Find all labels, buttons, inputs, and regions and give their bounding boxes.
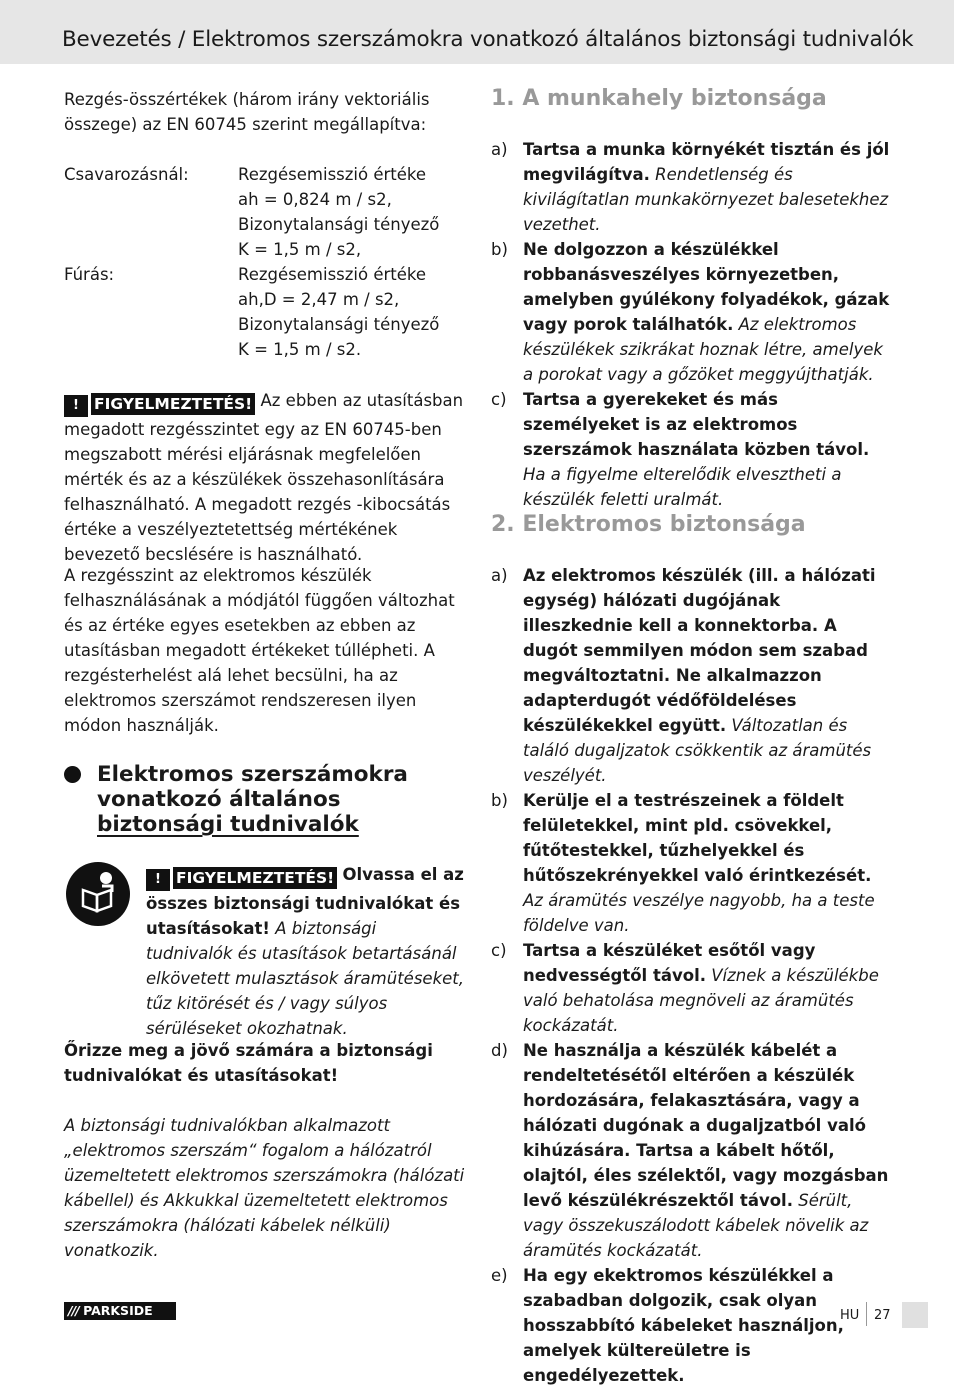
- item-key: c): [491, 941, 507, 960]
- list-item: [491, 387, 891, 512]
- item-bold: Tartsa a gyerekeket és más személyeket is az elektromos szerszámok használata közben távol.: [523, 390, 870, 459]
- item-key: c): [491, 390, 507, 409]
- item-italic: Az áramütés veszélye nagyobb, ha a teste földelve van.: [523, 891, 875, 935]
- vibration-values: [238, 262, 439, 362]
- value-line: ah = 0,824 m / s2,: [238, 190, 392, 209]
- vibration-warning: [64, 388, 466, 567]
- footer-divider: [866, 1302, 867, 1326]
- vibration-label: Csavarozásnál:: [64, 165, 189, 184]
- value-line: K = 1,5 m / s2,: [238, 240, 362, 259]
- item-bold: Kerülje el a testrészeinek a földelt felületekkel, mint pld. csövekkel, fűtőtestekkel, tűzhelyekkel és hűtőszekrényekkel való érintkezését.: [523, 791, 872, 885]
- warning-triangle-icon: !: [146, 869, 170, 891]
- list-item: [491, 1038, 891, 1263]
- safety-warning-head: [64, 862, 466, 1041]
- value-line: K = 1,5 m / s2.: [238, 340, 362, 359]
- section2-title: 2. Elektromos biztonsága: [491, 512, 806, 537]
- item-bold: Tartsa a készüléket esőtől vagy nedvességtől távol.: [523, 941, 816, 985]
- warning-label: FIGYELMEZTETÉS!: [173, 867, 337, 889]
- value-line: ah,D = 2,47 m / s2,: [238, 290, 400, 309]
- list-item: [491, 563, 891, 788]
- vibration-row: [64, 162, 464, 262]
- item-key: d): [491, 1041, 508, 1060]
- safety-warning-bold: Olvassa el az összes biztonsági tudnivalókat és utasításokat!: [146, 865, 464, 938]
- item-bold: Tartsa a munka környékét tisztán és jól megvilágítva.: [523, 140, 890, 184]
- page-title: Bevezetés / Elektromos szerszámokra vonatkozó általános biztonsági tudnivalók: [62, 27, 914, 52]
- safety-warning-italic: A biztonsági tudnivalók és utasítások betartásánál elkövetett mulasztások áramütéseket, tűz kitörését és / vagy súlyos sérüléseket okozhatnak.: [146, 919, 464, 1038]
- vibration-paragraph: A rezgésszint az elektromos készülék felhasználásának a módjától függően változhat és az értéke egyes esetekben az ebben az utasításban megadott értékeket túllépheti. A rezgésterhelést alá lehet becsülni, ha az elektromos szerszámot rendszeresen ilyen módon használják.: [64, 566, 455, 735]
- safety-warning: [64, 862, 466, 1041]
- list-item: [491, 237, 891, 387]
- logo-slashes: ///: [68, 1303, 79, 1318]
- value-line: Rezgésemisszió értéke: [238, 265, 427, 284]
- item-bold: Ne használja a készülék kábelét a rendeltetésétől eltérően a készülék hordozására, felakasztására, vagy a hálózati dugónak a dugaljzatból való kihúzására. Tartsa a kábelt hőtől, olajtól, éles szélektől, vagy mozgásban levő készülékrészektől távol.: [523, 1041, 889, 1210]
- value-line: Bizonytalansági tényező: [238, 215, 440, 234]
- list-item: [491, 137, 891, 237]
- warning-text: Az ebben az utasításban megadott rezgésszintet egy az EN 60745-ben megszabott mérési eljárásnak megfelelően mérték és az a készülékek összehasonlítására felhasználható. A megadott rezgés -kibocsátás értéke a veszélyeztetettség mértékének bevezető becslésére is használható.: [64, 391, 464, 564]
- section1-title: 1. A munkahely biztonsága: [491, 86, 827, 111]
- item-italic: Víznek a készülékbe való behatolása megnöveli az áramütés kockázatát.: [523, 966, 879, 1035]
- parkside-logo: [64, 1302, 176, 1320]
- logo-text: PARKSIDE: [83, 1303, 153, 1318]
- heading-line: vonatkozó általános: [97, 787, 341, 812]
- warning-triangle-icon: !: [64, 395, 88, 417]
- vibration-table: [64, 162, 464, 362]
- item-italic: Sérült, vagy összekuszálodott kábelek növelik az áramütés kockázatát.: [523, 1191, 869, 1260]
- vibration-label: Fúrás:: [64, 265, 115, 284]
- page-header: [0, 0, 954, 64]
- page-number: 27: [874, 1308, 891, 1323]
- item-key: b): [491, 240, 508, 259]
- item-key: e): [491, 1266, 508, 1285]
- footer-box: [902, 1302, 928, 1328]
- item-bold: Ha egy ekektromos készülékkel a szabadban dolgozik, csak olyan hosszabbító kábeleket használjon, amelyek kültereületre is engedélyezettek.: [523, 1266, 844, 1385]
- warning-badge: [64, 391, 255, 417]
- section2-list: [491, 563, 891, 1388]
- warning-badge: [146, 865, 337, 891]
- list-item: [491, 1263, 891, 1388]
- item-key: a): [491, 140, 508, 159]
- vibration-values: [238, 162, 439, 262]
- vibration-row: [64, 262, 464, 362]
- definition-paragraph: A biztonsági tudnivalókban alkalmazott „elektromos szerszám“ fogalom a hálózatról üzemeltetett elektromos szerszámokra (hálózati kábellel) és Akkukkal üzemeltetett elektromos szerszámokra (hálózati kábelek nélküli) vonatkozik.: [64, 1116, 465, 1260]
- vibration-intro: Rezgés-összértékek (három irány vektoriális összege) az EN 60745 szerint megállapítva:: [64, 90, 430, 134]
- bullet-icon: [64, 766, 81, 783]
- item-bold: Az elektromos készülék (ill. a hálózati egység) hálózati dugójának illeszkednie kell a konnektorba. A dugót semmilyen módon sem szabad megváltoztatni. Ne alkalmazzon adapterdugót védőföldeléses készülékekkel együtt.: [523, 566, 876, 735]
- item-key: a): [491, 566, 508, 585]
- list-item: [491, 938, 891, 1038]
- value-line: Rezgésemisszió értéke: [238, 165, 427, 184]
- warning-label: FIGYELMEZTETÉS!: [91, 393, 255, 415]
- value-line: Bizonytalansági tényező: [238, 315, 440, 334]
- item-key: b): [491, 791, 508, 810]
- keep-instructions: Őrizze meg a jövő számára a biztonsági tudnivalókat és utasításokat!: [64, 1041, 433, 1085]
- section1-list: [491, 137, 891, 512]
- item-italic: Rendetlenség és kivilágítatlan munkakörnyezet balesetekhez vezethet.: [523, 165, 889, 234]
- item-bold: Ne dolgozzon a készülékkel robbanásveszélyes környezetben, amelyben gyúlékony folyadékok, gázak vagy porok találhatók.: [523, 240, 890, 334]
- language-code: HU: [840, 1308, 860, 1323]
- item-italic: Változatlan és találó dugaljzatok csökkentik az áramütés veszélyét.: [523, 716, 872, 785]
- item-italic: Ha a figyelme elterelődik elvesztheti a készülék feletti uralmát.: [523, 465, 842, 509]
- section-heading-text: [97, 762, 408, 837]
- heading-line: Elektromos szerszámokra: [97, 762, 408, 787]
- item-italic: Az elektromos készülékek szikrákat hoznak létre, amelyek a porokat vagy a gőzöket meggyújthatják.: [523, 315, 883, 384]
- list-item: [491, 788, 891, 938]
- heading-line: biztonsági tudnivalók: [97, 812, 359, 837]
